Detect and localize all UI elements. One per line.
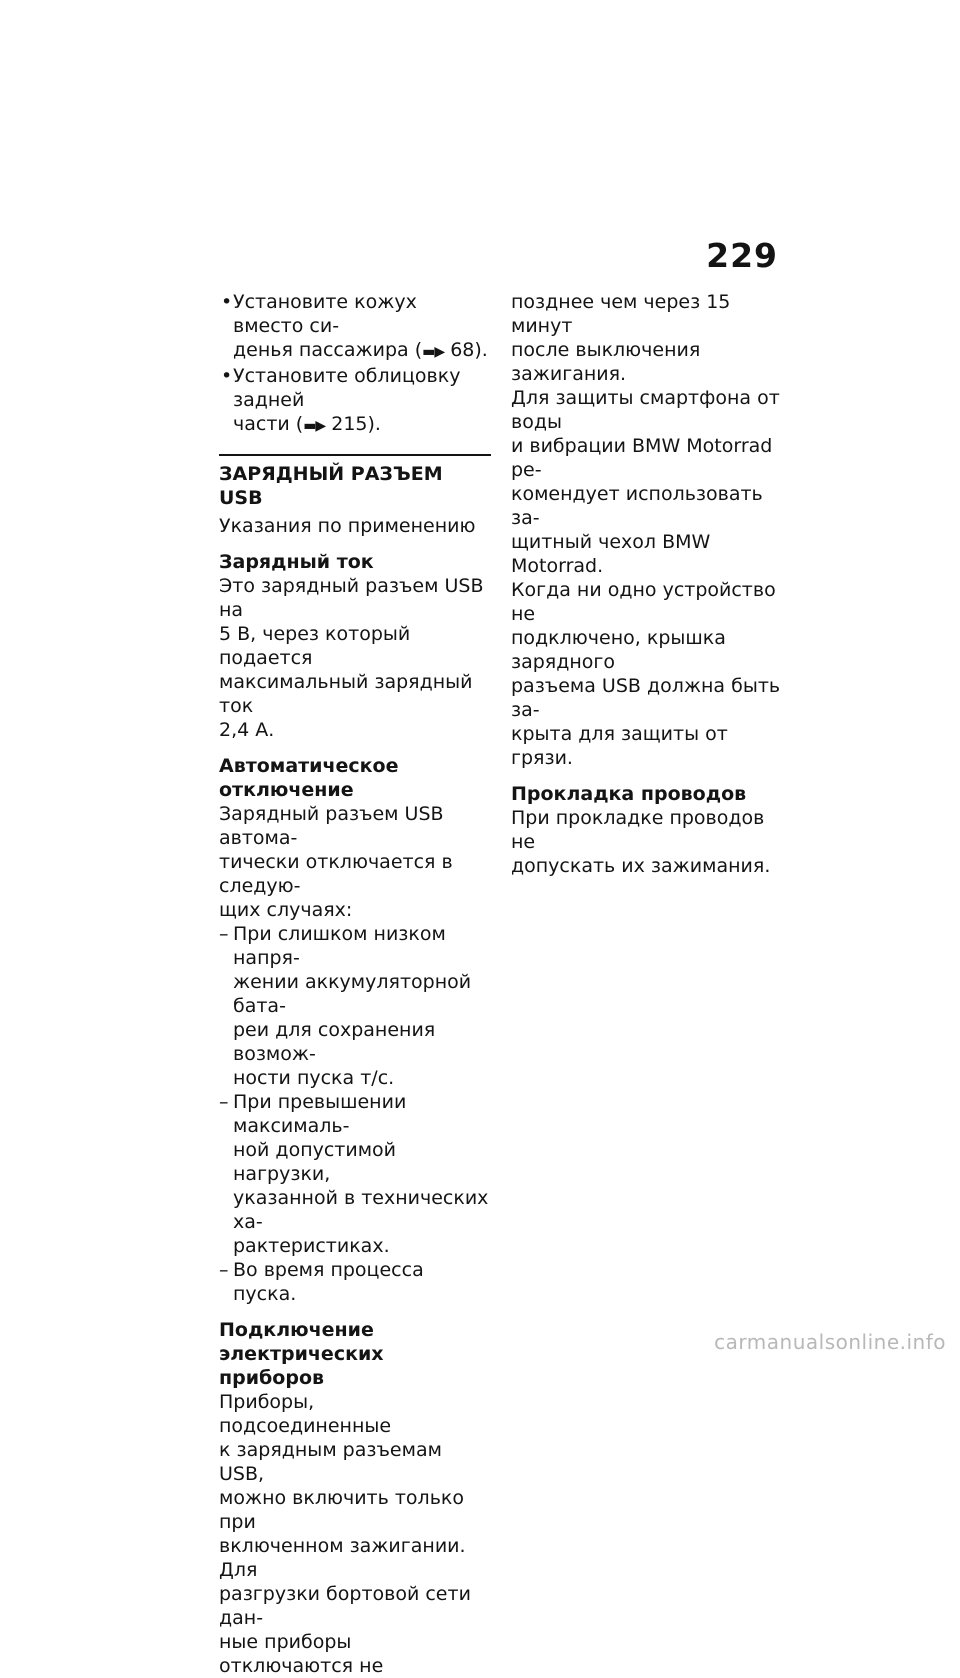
reference-arrow-icon: ▬▶ — [303, 418, 326, 434]
paragraph-charging-current: Это зарядный разъем USB на 5 В, через который подается максимальный зарядный ток 2,4 А. — [219, 575, 484, 741]
page-number: 229 — [706, 236, 778, 275]
list-item: – При превышении максималь- ной допустимой нагрузки, указанной в технических ха- рактеристиках. — [219, 1090, 491, 1258]
bullet-item: • Установите кожух вместо си- денья пассажира (▬▶ 68). — [219, 290, 491, 364]
heading-routing: Прокладка проводов — [511, 783, 747, 805]
list-item: – При слишком низком напря- жении аккумуляторной бата- реи для сохранения возмож- ности пуска т/с. — [219, 922, 491, 1090]
heading-auto-off: Автоматическое отключение — [219, 755, 399, 801]
paragraph-continuation: позднее чем через 15 минут после выключения зажигания. Для защиты смартфона от воды и вибрации BMW Motorrad ре- комендует использовать за- щитный чехол BMW Motorrad. Когда ни одно устройство не подключено, крышка зарядного разъема USB должна быть за- крыта для защиты от грязи. — [511, 291, 781, 769]
section-title: ЗАРЯДНЫЙ РАЗЪЕМ USB — [219, 454, 491, 510]
left-column — [219, 290, 491, 1678]
paragraph-auto-off: Зарядный разъем USB автома- тически отключается в следую- щих случаях: — [219, 803, 453, 921]
section-subtitle: Указания по применению — [219, 515, 476, 537]
paragraph-devices: Приборы, подсоединенные к зарядным разъемам USB, можно включить только при включенном зажигании. Для разгрузки бортовой сети дан- ные приборы отключаются не — [219, 1391, 471, 1677]
paragraph-routing: При прокладке проводов не допускать их зажимания. — [511, 807, 771, 877]
footer-watermark[interactable]: carmanualsonline.info — [714, 1330, 946, 1354]
reference-arrow-icon: ▬▶ — [422, 344, 445, 360]
heading-charging-current: Зарядный ток — [219, 551, 374, 573]
page-reference-link[interactable]: 68 — [450, 339, 475, 361]
bullet-item: • Установите облицовку задней части (▬▶ 215). — [219, 364, 491, 438]
page-reference-link[interactable]: 215 — [331, 413, 368, 435]
heading-devices: Подключение электрических приборов — [219, 1319, 384, 1389]
list-item: – Во время процесса пуска. — [219, 1258, 491, 1306]
right-column — [511, 290, 783, 878]
